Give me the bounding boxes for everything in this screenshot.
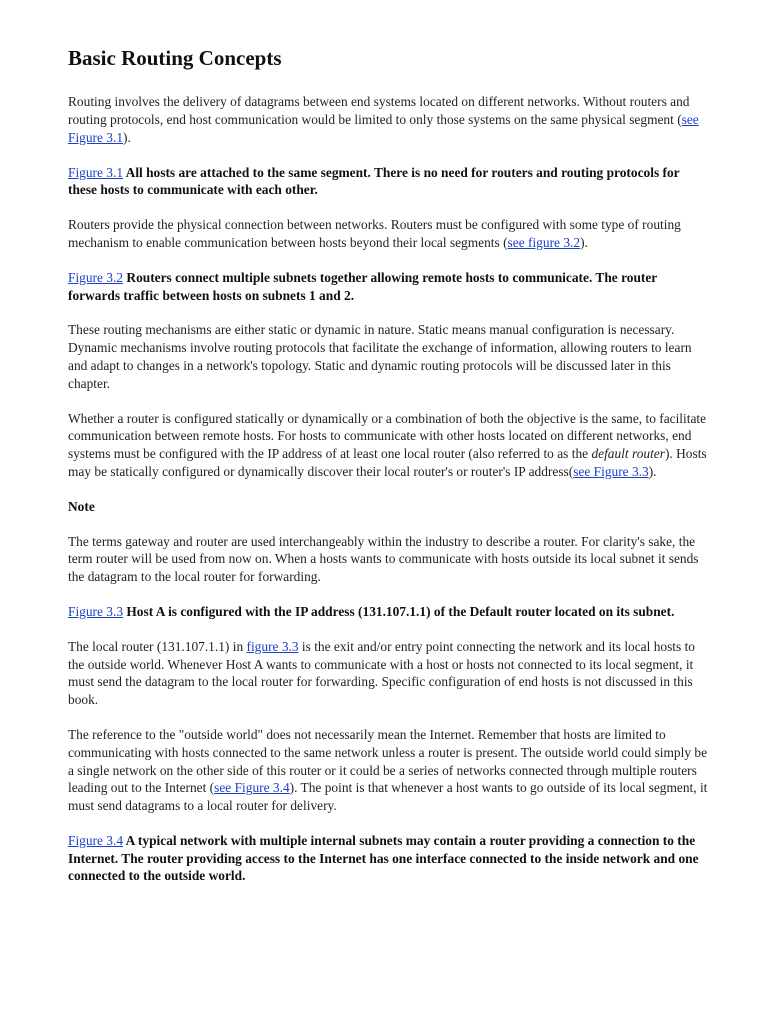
- paragraph-outside-world: The reference to the "outside world" does not necessarily mean the Internet. Remember that hosts are limited to communicating with hosts connected to the same network unless a router is present. The outside world could simply be a single network on the other side of this router or it could be a series of networks connected through multiple routers leading out to the Internet (see Figure 3.4). The point is that whenever a host wants to go outside of its local segment, it must send datagrams to a local router for delivery.: [68, 726, 708, 814]
- link-see-figure-3-1[interactable]: see Figure 3.1: [68, 111, 699, 145]
- paragraph-local-router: The local router (131.107.1.1) in figure 3.3 is the exit and/or entry point connecting the network and its local hosts to the outside world. Whenever Host A wants to communicate with a host or hosts not connected to its local segment, it must send the datagram to the local router for forwarding. Specific configuration of end hosts is not discussed in this book.: [68, 638, 695, 708]
- figure-3-2-caption: Figure 3.2 Routers connect multiple subnets together allowing remote hosts to communicate. The router forwards traffic between hosts on subnets 1 and 2.: [68, 269, 658, 303]
- link-figure-3-3-inline[interactable]: figure 3.3: [246, 638, 299, 654]
- paragraph-mechanisms: These routing mechanisms are either static or dynamic in nature. Static means manual configuration is necessary. Dynamic mechanisms involve routing protocols that facilitate the exchange of information, allowing routers to learn and adapt to changes in a network's topology. Static and dynamic routing protocols will be discussed later in this chapter.: [68, 322, 692, 391]
- link-figure-3-1[interactable]: Figure 3.1: [68, 164, 124, 180]
- page-title: Basic Routing Concepts: [68, 46, 282, 70]
- paragraph-intro: Routing involves the delivery of datagrams between end systems located on different networks. Without routers and routing protocols, end host communication would be limited to only those systems on the same physical segment (see Figure 3.1).: [68, 94, 699, 145]
- paragraph-routers: Routers provide the physical connection between networks. Routers must be configured with some type of routing mechanism to enable communication between hosts beyond their local segments (see figure 3.2).: [68, 217, 681, 250]
- figure-3-3-caption: Figure 3.3 Host A is configured with the IP address (131.107.1.1) of the Default router located on its subnet.: [68, 603, 675, 619]
- paragraph-note: The terms gateway and router are used interchangeably within the industry to describe a router. For clarity's sake, the term router will be used from now on. When a hosts wants to communicate with hosts outside its local subnet it sends the datagram to the local router for forwarding.: [68, 533, 699, 585]
- note-heading: Note: [68, 498, 95, 514]
- link-figure-3-2[interactable]: Figure 3.2: [68, 269, 124, 285]
- link-see-figure-3-2[interactable]: see figure 3.2: [507, 234, 581, 250]
- link-figure-3-3[interactable]: Figure 3.3: [68, 603, 124, 619]
- link-see-figure-3-3[interactable]: see Figure 3.3: [573, 463, 649, 479]
- link-figure-3-4[interactable]: Figure 3.4: [68, 832, 124, 848]
- figure-3-4-caption: Figure 3.4 A typical network with multiple internal subnets may contain a router providing a connection to the Internet. The router providing access to the Internet has one interface connected to the inside network and one connected to the outside world.: [68, 832, 699, 884]
- paragraph-configuration: Whether a router is configured statically or dynamically or a combination of both the objective is the same, to facilitate communication between remote hosts. For hosts to communicate with other hosts located on different networks, end systems must be configured with the IP address of at least one local router (also referred to as the default router). Hosts may be statically configured or dynamically discover their local router's or router's IP address(see Figure 3.3).: [68, 410, 707, 479]
- figure-3-1-caption: Figure 3.1 All hosts are attached to the same segment. There is no need for routers and routing protocols for these hosts to communicate with each other.: [68, 164, 680, 198]
- link-see-figure-3-4[interactable]: see Figure 3.4: [214, 780, 290, 796]
